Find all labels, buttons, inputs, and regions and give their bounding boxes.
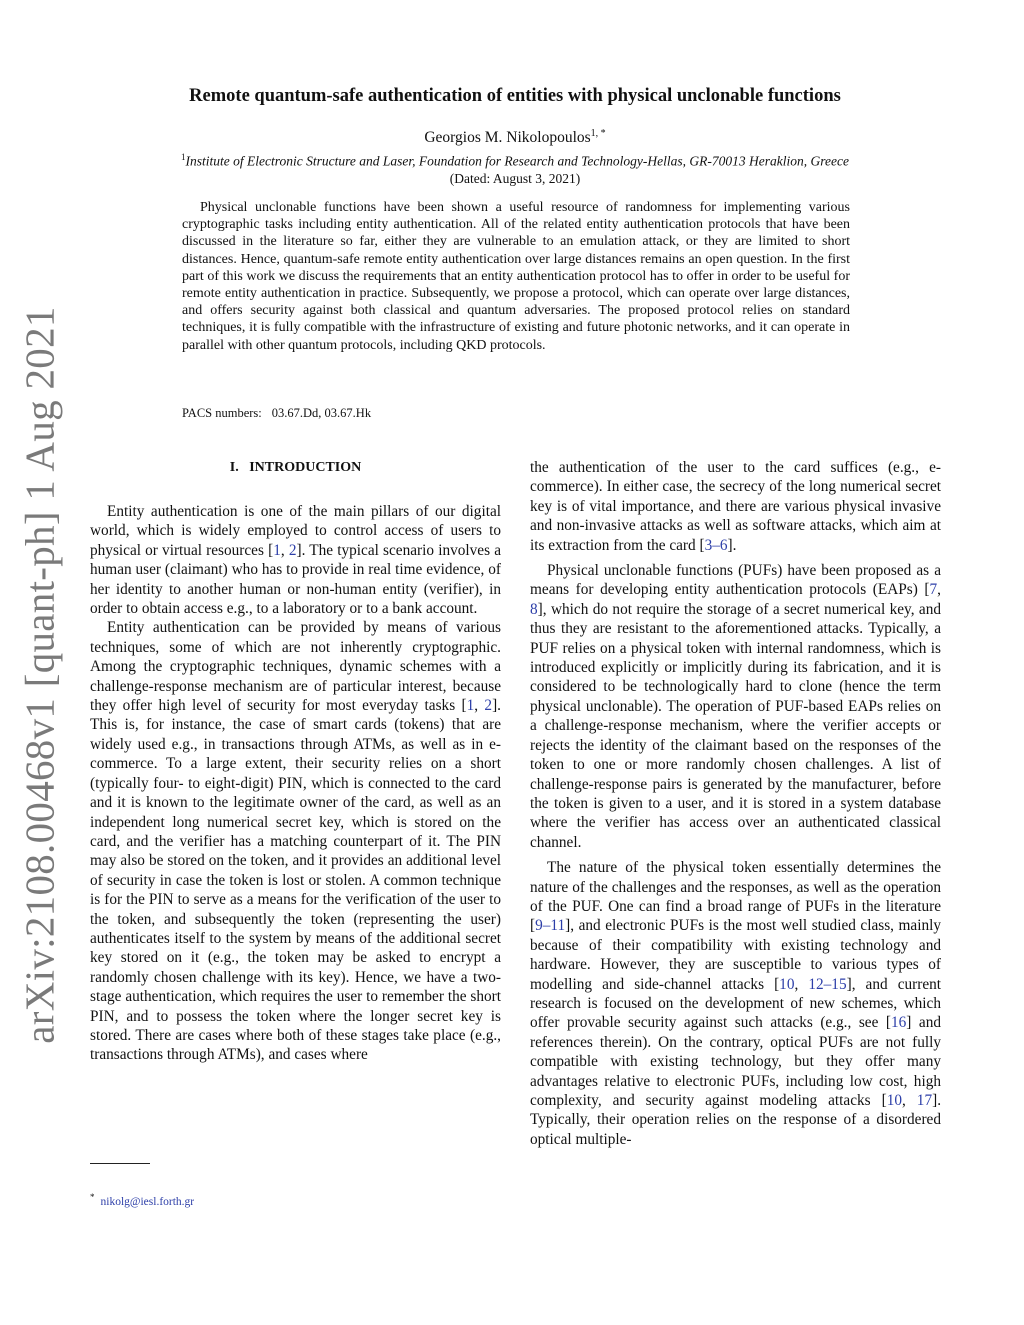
pacs-label: PACS numbers:: [182, 406, 262, 420]
affiliation-text: Institute of Electronic Structure and Laser, Foundation for Research and Technology-Hellas, GR-70013 Heraklion, Greece: [185, 153, 849, 169]
citation-link[interactable]: 17: [916, 1092, 933, 1109]
intro-paragraph-3: [530, 561, 941, 852]
citation-link[interactable]: 10: [886, 1092, 902, 1109]
section-title: INTRODUCTION: [249, 460, 362, 475]
footnote-email-link[interactable]: nikolg@iesl.forth.gr: [100, 1195, 195, 1208]
text-run: ], and electronic PUFs is the most well studied class, mainly because of their compatibility with existing technology and hardware. However, they are susceptible to various types of modelling and side-channel attacks [: [530, 917, 941, 993]
pacs-numbers: [182, 406, 371, 421]
intro-paragraph-continued: [530, 458, 941, 555]
author-line: [60, 128, 970, 147]
text-run: ]. The typical scenario involves a human user (claimant) who has to provide in real time evidence, of her identity to another human or non-human entity (verifier), in order to obtain access e.g., to a laboratory or to a bank account.: [90, 541, 501, 618]
citation-link[interactable]: 9–11: [535, 917, 566, 935]
text-run: ,: [794, 975, 809, 993]
arxiv-identifier-stamp: [10, 306, 70, 1044]
text-run: ,: [280, 541, 289, 559]
abstract: Physical unclonable functions have been shown a useful resource of randomness for implementing various cryptographic tasks including entity authentication. All of the related entity authentication protocols that have been discussed in the literature so far, either they are vulnerable to an emulation attack, or they are limited to short distances. Hence, quantum-safe remote entity authentication over large distances remains an open question. In the first part of this work we discuss the requirements that an entity authentication protocol has to offer in order to be useful for remote entity authentication in practice. Subsequently, we propose a protocol, which can operate over large distances, and offers security against both classical and quantum adversaries. The proposed protocol relies on standard techniques, it is fully compatible with the infrastructure of existing and future photonic networks, and it can operate in parallel with other quantum protocols, including QKD protocols.: [182, 200, 850, 353]
text-run: ,: [474, 697, 485, 715]
text-run: the authentication of the user to the card suffices (e.g., e-commerce). In either case, the secrecy of the long numerical secret key is of vital importance, and there are various physical invasive and non-invasive attacks as well as software attacks, which aim at its extraction from the card [: [530, 459, 941, 554]
text-run: ], and current research is focused on the development of new schemes, which offer provable security against such attacks (e.g., see [: [530, 975, 942, 1032]
intro-paragraph-2: [90, 618, 501, 1064]
citation-link[interactable]: 2: [288, 541, 297, 559]
citation-link[interactable]: 12–15: [808, 975, 847, 993]
paper-title: Remote quantum-safe authentication of entities with physical unclonable functions: [189, 86, 841, 106]
text-run: ], which do not require the storage of a secret numerical key, and thus they are resistant to the aforementioned attacks. Typically, a PUF relies on a physical token with internal randomness, which is introduced explicitly or implicitly during its fabrication, and it is considered to be technologically hard to clone (hence the term physical unclonable). The operation of PUF-based EAPs relies on a challenge-response mechanism, where the verifier accepts or rejects the identity of the claimant based on the responses of the token to one or more randomly chosen challenges. A list of challenge-response pairs is generated by the manufacturer, before the token is given to a user, and it is stored in a system database where the verifier has access over an authenticated classical channel.: [530, 600, 941, 851]
text-run: ]. This is, for instance, the case of smart cards (tokens) that are widely used e.g., in transactions through ATMs, as well as in e-commerce. To a large extent, their security relies on a short (typically four- to eight-digit) PIN, which is connected to the card and it is known to the legitimate owner of the card, as well as an independent long numerical secret key, which is stored on the card, and the verifier has a matching counterpart of it. The PIN may also be stored on the token, and it provides an additional level of security in case the token is lost or stolen. A common technique is for the PIN to serve as a means for the verification of the user to the token, and subsequently the token (representing the user) authenticates itself to the system by means of the additional secret key stored on it (e.g., the token may be asked to encrypt a randomly chosen challenge with its key). Hence, we have a two-stage authentication, which requires the user to remember the short PIN, and to possess the token where the longer secret key is stored. There are cases where both of these stages take place (e.g., transactions through ATMs), and cases where: [90, 697, 501, 1064]
section-heading-introduction: [90, 458, 501, 477]
section-number: I.: [229, 460, 239, 475]
footnote-divider: [90, 1163, 150, 1164]
intro-paragraph-4: [530, 858, 941, 1149]
author-name: Georgios M. Nikolopoulos: [424, 129, 591, 147]
citation-link[interactable]: 2: [484, 697, 493, 715]
text-run: Entity authentication is one of the main pillars of our digital world, which is widely employed to control access of users to physical or virtual resources [: [90, 503, 501, 559]
citation-link[interactable]: 7: [929, 581, 938, 599]
text-run: ,: [937, 581, 941, 599]
citation-link[interactable]: 1: [273, 541, 281, 559]
citation-link[interactable]: 10: [779, 975, 795, 993]
citation-link[interactable]: 3–6: [704, 536, 728, 554]
text-run: ,: [901, 1092, 917, 1109]
affiliation-number: 1: [181, 152, 186, 162]
arxiv-identifier-text: arXiv:2108.00468v1 [quant-ph] 1 Aug 2021: [17, 306, 64, 1044]
pacs-value: 03.67.Dd, 03.67.Hk: [271, 406, 372, 420]
right-column: [530, 458, 941, 1149]
citation-link[interactable]: 8: [530, 600, 538, 618]
text-run: ]. Typically, their operation relies on the response of a disordered optical multiple-: [530, 1092, 942, 1148]
intro-paragraph-1: [90, 502, 501, 618]
text-run: The nature of the physical token essentially determines the nature of the challenges and the responses, as well as the operation of the PUF. One can find a broad range of PUFs in the literature [: [530, 859, 941, 935]
affiliation-line: [60, 152, 970, 170]
text-run: Entity authentication can be provided by means of various techniques, some of which are not inherently cryptographic. Among the cryptographic techniques, dynamic schemes with a challenge-response mechanism are of particular interest, because they offer high level of security for most everyday tasks [: [90, 619, 501, 715]
citation-link[interactable]: 16: [891, 1014, 907, 1032]
text-run: ].: [727, 536, 737, 554]
text-run: Physical unclonable functions (PUFs) have been proposed as a means for developing entity authentication protocols (EAPs) [: [530, 562, 941, 599]
footnote-mark: *: [90, 1192, 95, 1202]
footnote: [90, 1192, 194, 1208]
text-run: ] and references therein). On the contrary, optical PUFs are not fully compatible with existing technology, but they offer many advantages relative to electronic PUFs, including low cost, high complexity, and security against modeling attacks [: [530, 1014, 941, 1109]
left-column: [90, 458, 501, 1065]
author-affiliation-mark: 1, *: [590, 128, 606, 139]
citation-link[interactable]: 1: [466, 697, 475, 715]
dated-line: (Dated: August 3, 2021): [449, 171, 581, 186]
